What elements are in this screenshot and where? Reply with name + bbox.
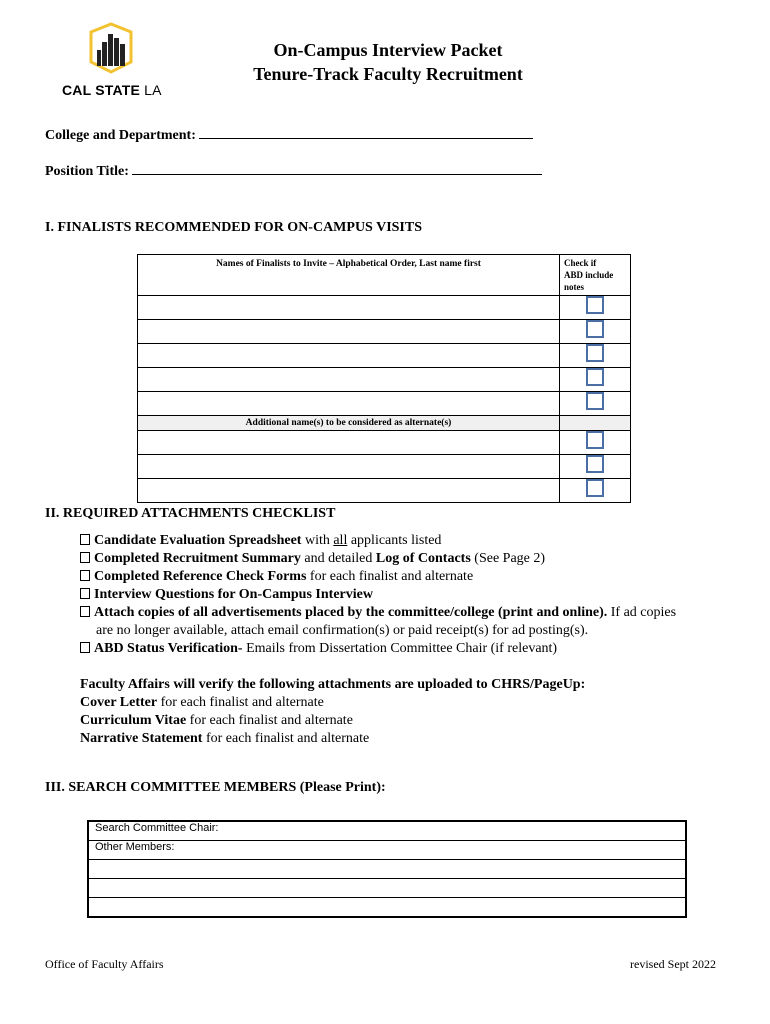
committee-chair-cell[interactable] — [88, 821, 686, 841]
names-column-header: Names of Finalists to Invite – Alphabetical Order, Last name first — [138, 255, 560, 296]
section-2-heading: II. REQUIRED ATTACHMENTS CHECKLIST — [45, 506, 336, 521]
abd-checkbox[interactable] — [586, 368, 604, 386]
alternate-header-blank — [560, 416, 631, 431]
fa-item-bold: Curriculum Vitae — [80, 713, 187, 728]
page-title-line2: Tenure-Track Faculty Recruitment — [253, 64, 523, 84]
fa-item-cover-letter — [80, 694, 324, 712]
section-1-heading: I. FINALISTS RECOMMENDED FOR ON-CAMPUS VISITS — [45, 220, 423, 235]
item-text: and detailed — [300, 551, 376, 566]
committee-chair-label: Search Committee Chair: — [95, 822, 219, 834]
item-text: for each finalist and alternate — [306, 569, 474, 584]
committee-member-row[interactable] — [88, 898, 686, 918]
position-title-label: Position Title: — [45, 164, 129, 179]
item-bold: Interview Questions for On-Campus Interview — [94, 587, 373, 602]
checklist-item-advertisements-line2: are no longer available, attach email confirmation(s) or paid receipt(s) for ad posting(s). — [96, 623, 589, 638]
checklist-checkbox[interactable] — [80, 552, 90, 563]
item-bold: Candidate Evaluation Spreadsheet — [94, 533, 302, 548]
position-title-field — [45, 162, 542, 180]
alternate-name-cell[interactable] — [138, 455, 560, 479]
item-bold: Completed Recruitment Summary — [94, 551, 301, 566]
section-3-heading: III. SEARCH COMMITTEE MEMBERS (Please Print): — [45, 780, 386, 795]
abd-column-header — [560, 255, 631, 296]
abd-checkbox[interactable] — [586, 320, 604, 338]
abd-cell — [560, 392, 631, 416]
committee-member-row[interactable] — [88, 879, 686, 898]
checklist-item-advertisements — [80, 604, 760, 622]
abd-checkbox[interactable] — [586, 431, 604, 449]
abd-cell — [560, 479, 631, 503]
abd-cell — [560, 320, 631, 344]
abd-checkbox[interactable] — [586, 455, 604, 473]
abd-cell — [560, 296, 631, 320]
finalist-name-cell[interactable] — [138, 320, 560, 344]
checklist-item-interview-questions — [80, 586, 373, 604]
page-title-line1: On-Campus Interview Packet — [273, 40, 503, 60]
item-underline: all — [333, 533, 348, 548]
finalist-name-cell[interactable] — [138, 368, 560, 392]
finalist-name-cell[interactable] — [138, 344, 560, 368]
abd-checkbox[interactable] — [586, 392, 604, 410]
checklist-checkbox[interactable] — [80, 642, 90, 653]
item-bold: Completed Reference Check Forms — [94, 569, 307, 584]
committee-table — [87, 820, 687, 918]
abd-checkbox[interactable] — [586, 479, 604, 497]
committee-member-row[interactable] — [88, 860, 686, 879]
fa-item-text: for each finalist and alternate — [157, 695, 324, 710]
abd-header-line3: notes — [564, 282, 584, 292]
checklist-item-reference-check — [80, 568, 473, 586]
college-department-label: College and Department: — [45, 128, 196, 143]
fa-item-text: for each finalist and alternate — [202, 731, 370, 746]
item-text: If ad copies — [607, 605, 677, 620]
abd-cell — [560, 455, 631, 479]
fa-item-bold: Cover Letter — [80, 695, 158, 710]
logo-wordmark — [62, 82, 162, 98]
alternate-name-cell[interactable] — [138, 431, 560, 455]
logo-wordmark-light: LA — [144, 82, 162, 98]
fa-item-text: for each finalist and alternate — [186, 713, 353, 728]
position-title-input[interactable] — [132, 162, 542, 175]
finalists-table — [137, 254, 631, 503]
item-bold: ABD Status Verification- — [94, 641, 243, 656]
fa-item-cv — [80, 712, 353, 730]
checklist-item-spreadsheet — [80, 532, 441, 550]
faculty-affairs-heading: Faculty Affairs will verify the following attachments are uploaded to CHRS/PageUp: — [80, 677, 586, 692]
item-text-2: (See Page 2) — [470, 551, 546, 566]
committee-members-cell[interactable] — [88, 841, 686, 860]
abd-cell — [560, 431, 631, 455]
abd-cell — [560, 344, 631, 368]
abd-header-line1: Check if — [564, 258, 597, 268]
alternate-header: Additional name(s) to be considered as alternate(s) — [138, 416, 560, 431]
finalist-name-cell[interactable] — [138, 296, 560, 320]
fa-item-bold: Narrative Statement — [80, 731, 203, 746]
abd-checkbox[interactable] — [586, 296, 604, 314]
college-department-input[interactable] — [199, 126, 533, 139]
checklist-item-abd-verification — [80, 640, 557, 658]
logo-wordmark-bold: CAL STATE — [62, 82, 141, 98]
item-text-2: applicants listed — [347, 533, 442, 548]
checklist-item-recruitment-summary — [80, 550, 545, 568]
college-department-field — [45, 126, 533, 144]
abd-checkbox[interactable] — [586, 344, 604, 362]
item-text: Emails from Dissertation Committee Chair (if relevant) — [242, 641, 558, 656]
abd-cell — [560, 368, 631, 392]
checklist-checkbox[interactable] — [80, 534, 90, 545]
logo-mark — [88, 22, 134, 74]
footer-office: Office of Faculty Affairs — [45, 957, 164, 971]
checklist-checkbox[interactable] — [80, 606, 90, 617]
finalist-name-cell[interactable] — [138, 392, 560, 416]
fa-item-narrative — [80, 730, 369, 748]
checklist-checkbox[interactable] — [80, 588, 90, 599]
item-text: with — [301, 533, 334, 548]
checklist-checkbox[interactable] — [80, 570, 90, 581]
abd-header-line2: ABD include — [564, 270, 614, 280]
item-bold-2: Log of Contacts — [375, 551, 471, 566]
committee-members-label: Other Members: — [95, 841, 175, 853]
footer-revision: revised Sept 2022 — [630, 957, 716, 971]
logo — [88, 22, 134, 74]
item-bold: Attach copies of all advertisements placed by the committee/college (print and online). — [94, 605, 608, 620]
alternate-name-cell[interactable] — [138, 479, 560, 503]
